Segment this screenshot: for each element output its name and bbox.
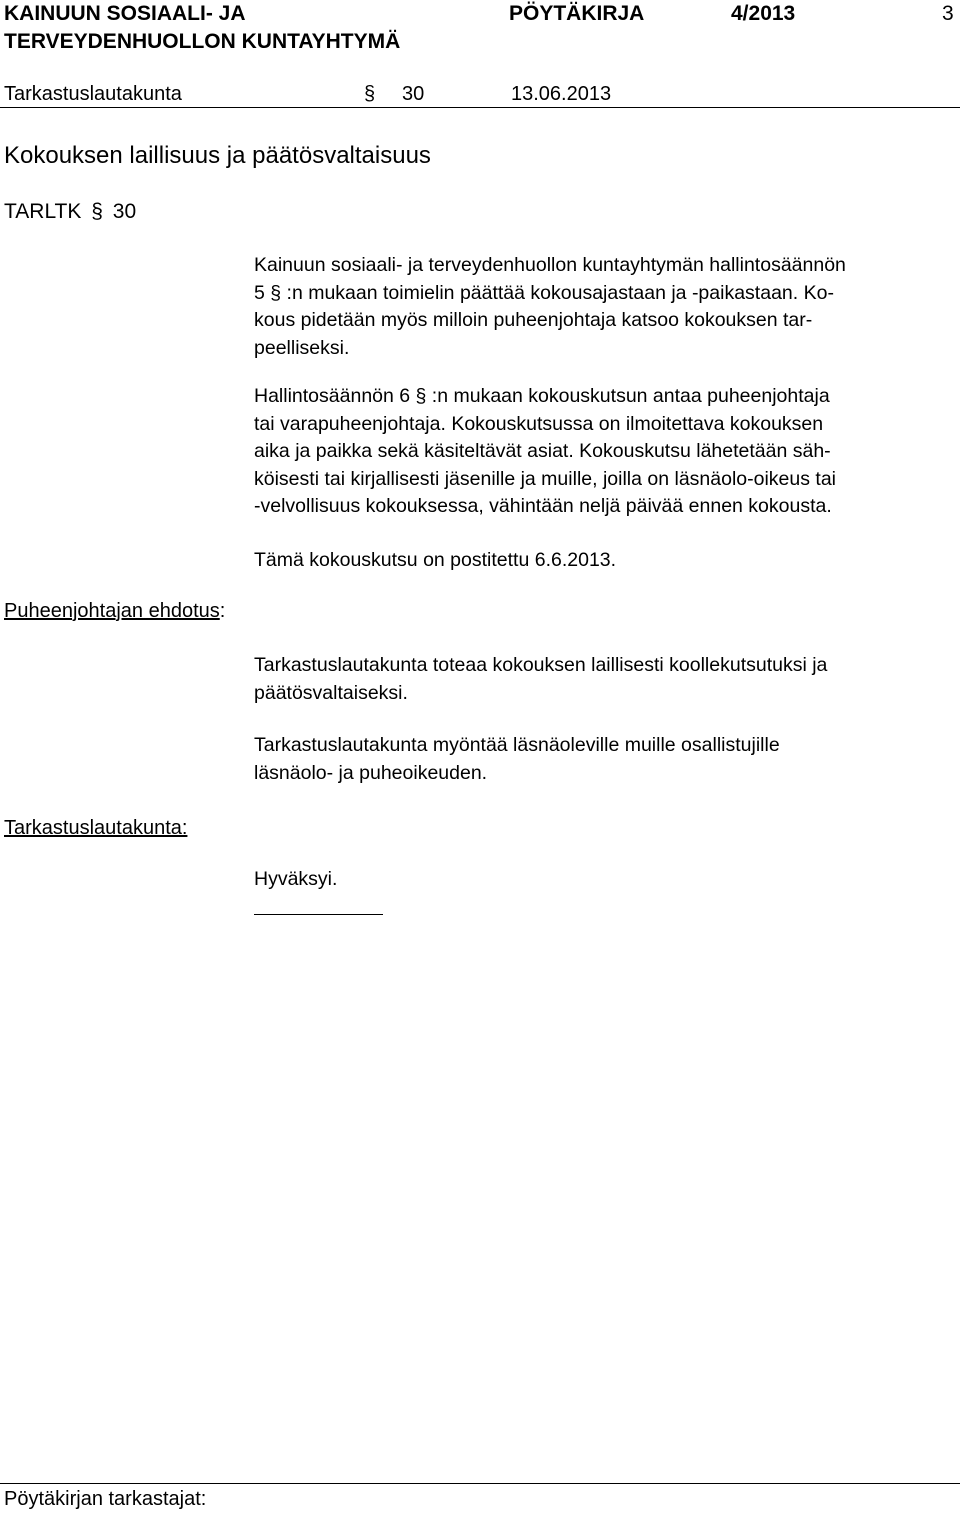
header-divider — [0, 107, 960, 108]
paragraph-meeting-schedule — [254, 252, 954, 362]
section-sign: § — [364, 83, 376, 105]
reference-number: 30 — [112, 200, 137, 223]
section-title: Kokouksen laillisuus ja päätösvaltaisuus — [4, 142, 431, 169]
minutes-checkers-label: Pöytäkirjan tarkastajat: — [4, 1488, 207, 1510]
meeting-date: 13.06.2013 — [511, 83, 612, 105]
proposal-paragraph-1 — [254, 652, 954, 707]
decision-label: Tarkastuslautakunta: — [4, 817, 188, 839]
paragraph-line: päätösvaltaiseksi. — [254, 681, 408, 704]
document-type: PÖYTÄKIRJA — [509, 2, 645, 25]
paragraph-line: Tarkastuslautakunta toteaa kokouksen laillisesti koollekutsutuksi ja — [254, 654, 828, 676]
proposal-paragraph-2 — [254, 732, 954, 787]
decision-text: Hyväksyi. — [254, 868, 338, 890]
footer-divider — [0, 1483, 960, 1484]
paragraph-meeting-invitation — [254, 383, 954, 521]
document-number: 4/2013 — [731, 2, 796, 25]
paragraph-line: kous pidetään myös milloin puheenjohtaja katsoo kokouksen tar- — [254, 309, 813, 331]
body-name: Tarkastuslautakunta — [4, 83, 182, 105]
paragraph-line: tai varapuheenjohtaja. Kokouskutsussa on ilmoitettava kokouksen — [254, 412, 824, 435]
proposal-label-text: Puheenjohtajan ehdotus — [4, 600, 220, 622]
paragraph-line: Kainuun sosiaali- ja terveydenhuollon kuntayhtymän hallintosäännön — [254, 254, 846, 276]
reference-code: TARLTK — [4, 200, 82, 223]
paragraph-line: Tämä kokouskutsu on postitettu 6.6.2013. — [254, 549, 617, 571]
paragraph-invitation-sent — [254, 547, 954, 575]
reference-section-sign: § — [91, 200, 103, 223]
page-number: 3 — [942, 2, 954, 25]
proposal-label — [4, 597, 225, 625]
paragraph-line: peelliseksi. — [254, 336, 350, 359]
paragraph-line: Tarkastuslautakunta myöntää läsnäoleville muille osallistujille — [254, 734, 780, 756]
paragraph-line: -velvollisuus kokouksessa, vähintään neljä päivää ennen kokousta. — [254, 495, 832, 517]
proposal-label-colon: : — [219, 600, 226, 622]
organization-name-line2: TERVEYDENHUOLLON KUNTAYHTYMÄ — [4, 30, 401, 53]
paragraph-line: köisesti tai kirjallisesti jäsenille ja muille, joilla on läsnäolo-oikeus tai — [254, 467, 837, 490]
organization-name-line1: KAINUUN SOSIAALI- JA — [4, 2, 246, 25]
paragraph-line: läsnäolo- ja puheoikeuden. — [254, 761, 488, 784]
paragraph-line: aika ja paikka sekä käsiteltävät asiat. Kokouskutsu lähetetään säh- — [254, 440, 831, 462]
section-number: 30 — [402, 83, 425, 105]
paragraph-line: Hallintosäännön 6 § :n mukaan kokouskutsun antaa puheenjohtaja — [254, 385, 830, 407]
decision-underline — [254, 914, 383, 915]
paragraph-line: 5 § :n mukaan toimielin päättää kokousajastaan ja -paikastaan. Ko- — [254, 281, 834, 304]
reference — [4, 198, 136, 226]
